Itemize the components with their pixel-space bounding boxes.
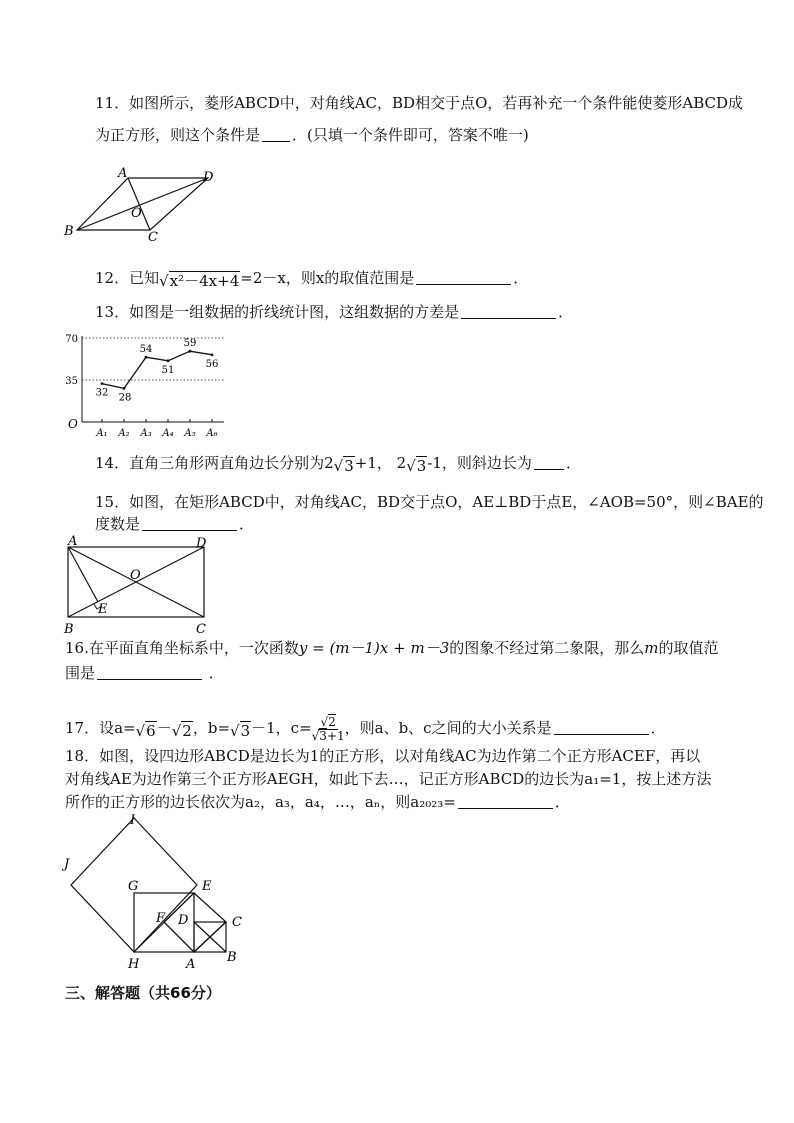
series-line [102, 351, 212, 388]
q11-line2: 为正方形，则这个条件是 ．(只填一个条件即可，答案不唯一) [95, 126, 529, 144]
label-A: A [68, 535, 78, 549]
data-label: 56 [205, 358, 219, 370]
origin-label: O [68, 417, 78, 431]
label-O: O [130, 568, 141, 583]
x-tick-label: A₃ [140, 428, 152, 439]
label-F: F [156, 911, 166, 926]
data-point [145, 356, 148, 359]
q16-line1: 16.在平面直角坐标系中，一次函数y = (m－1)x + m－3的图象不经过第二象限，那么m的取值范 [65, 639, 719, 657]
data-label: 28 [118, 392, 132, 404]
label-B: B [227, 950, 237, 965]
q11-line1: 11．如图所示，菱形ABCD中，对角线AC，BD相交于点O，若再补充一个条件能使菱形ABCD成 [95, 94, 744, 112]
square-spiral-figure [60, 808, 260, 973]
q13-blank[interactable] [461, 303, 556, 319]
x-tick-label: A₁ [96, 428, 108, 439]
label-E: E [98, 602, 108, 617]
rectangle-figure [60, 535, 220, 639]
q18-line1: 18．如图，设四边形ABCD是边长为1的正方形，以对角线AC为边作第二个正方形ACEF，再以 [65, 747, 701, 765]
y-tick-label: 70 [65, 334, 78, 345]
label-H: H [128, 957, 140, 972]
label-O: O [131, 206, 142, 221]
label-G: G [128, 879, 139, 894]
label-D: D [203, 170, 214, 185]
rhombus-figure [60, 165, 230, 243]
data-point [167, 359, 170, 362]
data-point [211, 353, 214, 356]
data-label: 54 [139, 344, 153, 356]
y-tick-label: 35 [65, 376, 78, 387]
label-B: B [64, 224, 74, 239]
q18-blank[interactable] [458, 793, 553, 809]
q18-line3: 所作的正方形的边长依次为a₂，a₃，a₄，…，aₙ，则a₂₀₂₃= ． [65, 793, 570, 811]
label-J: J [64, 857, 70, 872]
q16-line2: 围是 ． [65, 664, 224, 682]
data-label: 32 [95, 387, 109, 399]
q16-blank[interactable] [97, 664, 202, 680]
label-C: C [232, 915, 242, 930]
data-point [101, 382, 104, 385]
x-tick-label: A₂ [118, 428, 130, 439]
label-I: I [130, 813, 136, 828]
label-D: D [196, 536, 207, 551]
q17-line: 17．设a=√6－√2，b=√3－1，c= $\frac{√2}{√3+1}$ ，则a、b、c之间的大小关系是 ． [65, 714, 666, 743]
q14-line: 14．直角三角形两直角边长分别为2√3+1， 2√3-1，则斜边长为 ． [95, 454, 581, 475]
label-D: D [178, 913, 189, 928]
label-B: B [64, 622, 74, 637]
q13-line: 13．如图是一组数据的折线统计图，这组数据的方差是 ． [95, 303, 574, 321]
q12-line: 12．已知√x²－4x+4=2－x，则x的取值范围是 ． [95, 269, 529, 290]
x-tick-label: A₅ [184, 428, 196, 439]
data-point [123, 387, 126, 390]
label-C: C [148, 230, 158, 243]
q15-line1: 15．如图，在矩形ABCD中，对角线AC，BD交于点O，AE⊥BD于点E，∠AOB=50°，则∠BAE的 [95, 493, 764, 511]
q14-blank[interactable] [534, 454, 564, 470]
q18-line2: 对角线AE为边作第三个正方形AEGH，如此下去…，记正方形ABCD的边长为a₁=1，按上述方法 [65, 770, 712, 788]
data-point [189, 350, 192, 353]
q15-blank[interactable] [142, 515, 237, 531]
x-tick-label: A₆ [206, 428, 218, 439]
label-A: A [118, 166, 128, 181]
data-label: 51 [161, 364, 175, 376]
line-chart [60, 330, 230, 440]
x-tick-label: A₄ [162, 428, 174, 439]
label-A: A [186, 957, 196, 972]
label-E: E [202, 879, 212, 894]
q12-blank[interactable] [416, 269, 511, 285]
data-label: 59 [183, 338, 197, 350]
q11-blank[interactable] [262, 126, 290, 142]
q17-blank[interactable] [554, 719, 649, 735]
section-heading: 三、解答题（共66分） [65, 984, 221, 1002]
label-C: C [196, 622, 206, 637]
q15-line2: 度数是 ． [95, 515, 255, 533]
